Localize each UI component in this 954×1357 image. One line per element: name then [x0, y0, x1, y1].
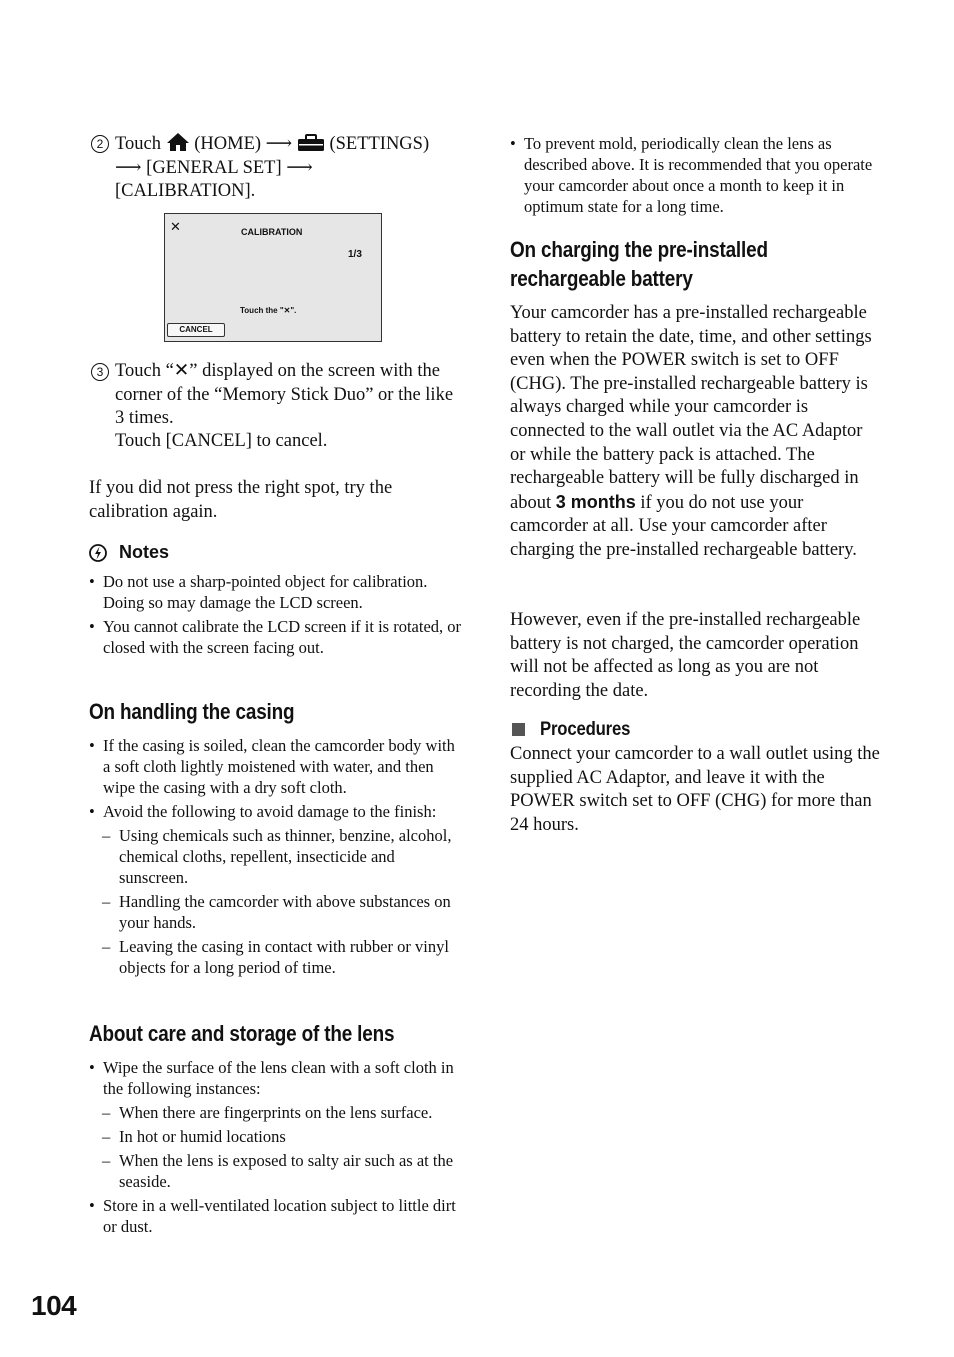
square-bullet-icon — [512, 723, 525, 736]
screen-title: CALIBRATION — [241, 227, 303, 237]
notes-icon — [89, 543, 107, 563]
list-item: • Store in a well-ventilated location subject to little dirt or dust. — [89, 1195, 461, 1237]
battery-heading-line1: On charging the pre-installed — [510, 237, 768, 262]
procedures-text: Connect your camcorder to a wall outlet using the supplied AC Adaptor, and leave it with the POWER switch set to OFF (CHG) for more than 24 hours. — [510, 744, 880, 835]
battery-discharge-duration: 3 months — [555, 491, 636, 512]
battery-paragraph-1-start: Your camcorder has a pre-installed rechargeable battery to retain the date, time, and other settings even when the POWER switch is set to OFF (CHG). The pre-installed rechargeable battery is always charged while your camcorder is connected to the wall outlet via the AC Adaptor or while the battery pack is attached. The rechargeable battery will be fully discharged in about — [510, 303, 872, 513]
casing-heading: On handling the casing — [89, 699, 295, 724]
sub-list-item: – Handling the camcorder with above substances on your hands. — [89, 891, 461, 933]
procedures-heading: Procedures — [540, 719, 631, 740]
list-item: • To prevent mold, periodically clean the lens as described above. It is recommended that you operate your camcorder about once a month to keep it in optimum state for a long time. — [510, 133, 882, 217]
step-2-number: 2 — [91, 135, 109, 153]
sub-list-item: – Leaving the casing in contact with rubber or vinyl objects for a long period of time. — [89, 936, 461, 978]
toolbox-settings-icon — [297, 134, 325, 152]
step-2-calibration: [CALIBRATION]. — [115, 181, 256, 202]
step-2-general-set: [GENERAL SET] — [146, 157, 282, 178]
sub-list-item: – When there are fingerprints on the lens surface. — [89, 1102, 461, 1123]
arrow-right-icon: ⟶ — [286, 157, 313, 178]
step-3-number: 3 — [91, 363, 109, 381]
list-item: • Wipe the surface of the lens clean with a soft cloth in the following instances: — [89, 1057, 461, 1099]
sub-list-item: – In hot or humid locations — [89, 1126, 461, 1147]
lens-list-continued — [510, 133, 882, 217]
sub-list-item: – Using chemicals such as thinner, benzine, alcohol, chemical cloths, repellent, insecticide and sunscreen. — [89, 825, 461, 888]
list-item: • Avoid the following to avoid damage to the finish: — [89, 801, 461, 822]
battery-paragraph-1-end: if you do not use your camcorder at all. Use your camcorder after charging the pre-installed rechargeable battery. — [510, 492, 857, 560]
list-item: • If the casing is soiled, clean the camcorder body with a soft cloth lightly moistened with water, and then wipe the casing with a dry soft cloth. — [89, 735, 461, 798]
arrow-right-icon: ⟶ — [265, 134, 293, 154]
battery-paragraph-1 — [510, 302, 882, 563]
list-item: • You cannot calibrate the LCD screen if it is rotated, or closed with the screen facing out. — [89, 616, 461, 658]
step-3-text: Touch “✕” displayed on the screen with the corner of the “Memory Stick Duo” or the like 3 times. — [115, 361, 454, 429]
procedures-heading-row — [510, 719, 882, 743]
battery-heading — [510, 235, 768, 293]
lens-list — [89, 1057, 461, 1237]
retry-paragraph: If you did not press the right spot, try the calibration again. — [89, 478, 393, 522]
step-2-touch-word: Touch — [115, 134, 161, 154]
sub-list-item: – When the lens is exposed to salty air such as at the seaside. — [89, 1150, 461, 1192]
step-2-home-label: (HOME) — [194, 134, 262, 154]
step-3-cancel-text: Touch [CANCEL] to cancel. — [115, 431, 328, 451]
step-2-text — [115, 132, 461, 204]
screen-instruction: Touch the "✕". — [240, 306, 297, 315]
page-number: 104 — [31, 1290, 77, 1321]
screen-counter: 1/3 — [348, 249, 362, 260]
step-2-settings-label: (SETTINGS) — [329, 134, 430, 154]
cancel-button[interactable]: CANCEL — [167, 323, 225, 337]
notes-heading: Notes — [119, 542, 170, 562]
lens-heading: About care and storage of the lens — [89, 1021, 395, 1046]
notes-list — [89, 571, 461, 658]
calibration-screen — [164, 213, 382, 342]
close-icon[interactable]: ✕ — [170, 219, 181, 234]
arrow-right-icon: ⟶ — [115, 157, 142, 178]
battery-heading-line2: rechargeable battery — [510, 266, 693, 291]
battery-paragraph-2: However, even if the pre-installed rechargeable battery is not charged, the camcorder operation will not be affected as long as you are not recording the date. — [510, 610, 861, 701]
list-item: • Do not use a sharp-pointed object for calibration. Doing so may damage the LCD screen. — [89, 571, 461, 613]
home-icon — [166, 132, 190, 152]
casing-list — [89, 735, 461, 978]
